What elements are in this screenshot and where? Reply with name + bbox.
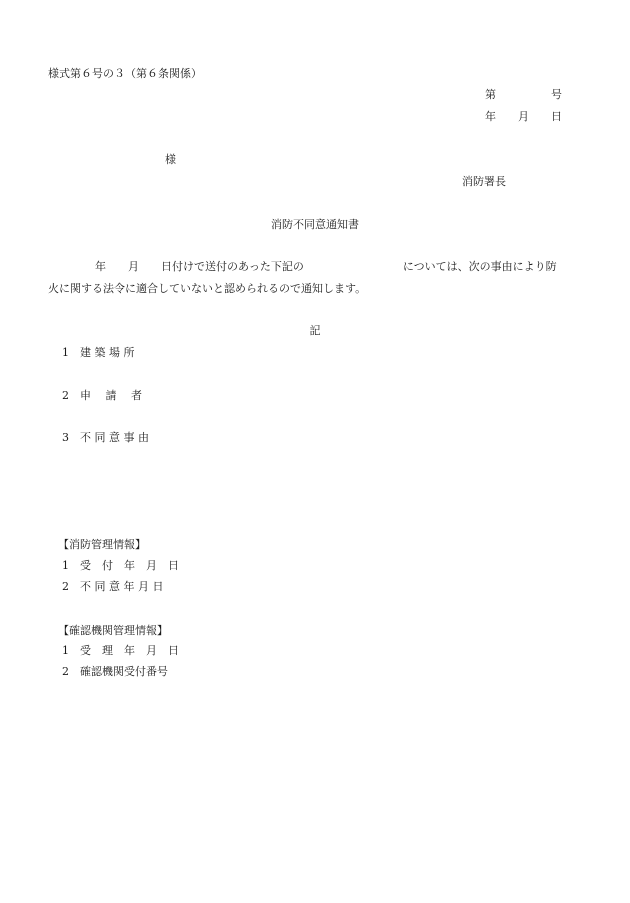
body-text-line-2: 火に関する法令に適合していないと認められるので通知します。 xyxy=(48,282,367,295)
confirmation-management-heading: 【確認機関管理情報】 xyxy=(58,624,168,637)
body-text-line-1: 年 月 日付けで送付のあった下記の については、次の事由により防 xyxy=(95,260,557,273)
confirmation-receipt-number: 2 確認機関受付番号 xyxy=(62,665,168,678)
confirmation-accepted-date: 1 受 理 年 月 日 xyxy=(62,644,179,657)
issue-date-field: 年 月 日 xyxy=(485,110,562,123)
fire-management-received-date: 1 受 付 年 月 日 xyxy=(62,559,179,572)
form-number-label: 様式第６号の３（第６条関係） xyxy=(48,67,202,80)
document-number-field: 第 号 xyxy=(485,88,562,101)
document-title: 消防不同意通知書 xyxy=(271,218,359,231)
ki-marker: 記 xyxy=(309,324,321,337)
sender-title: 消防署長 xyxy=(462,175,506,188)
item-applicant: 2 申 請 者 xyxy=(62,389,142,402)
fire-management-heading: 【消防管理情報】 xyxy=(58,538,146,551)
fire-management-disagreement-date: 2 不 同 意 年 月 日 xyxy=(62,580,164,593)
item-building-site: 1 建 築 場 所 xyxy=(62,346,135,359)
item-disagreement-reason: 3 不 同 意 事 由 xyxy=(62,431,149,444)
addressee-honorific: 様 xyxy=(165,153,176,166)
